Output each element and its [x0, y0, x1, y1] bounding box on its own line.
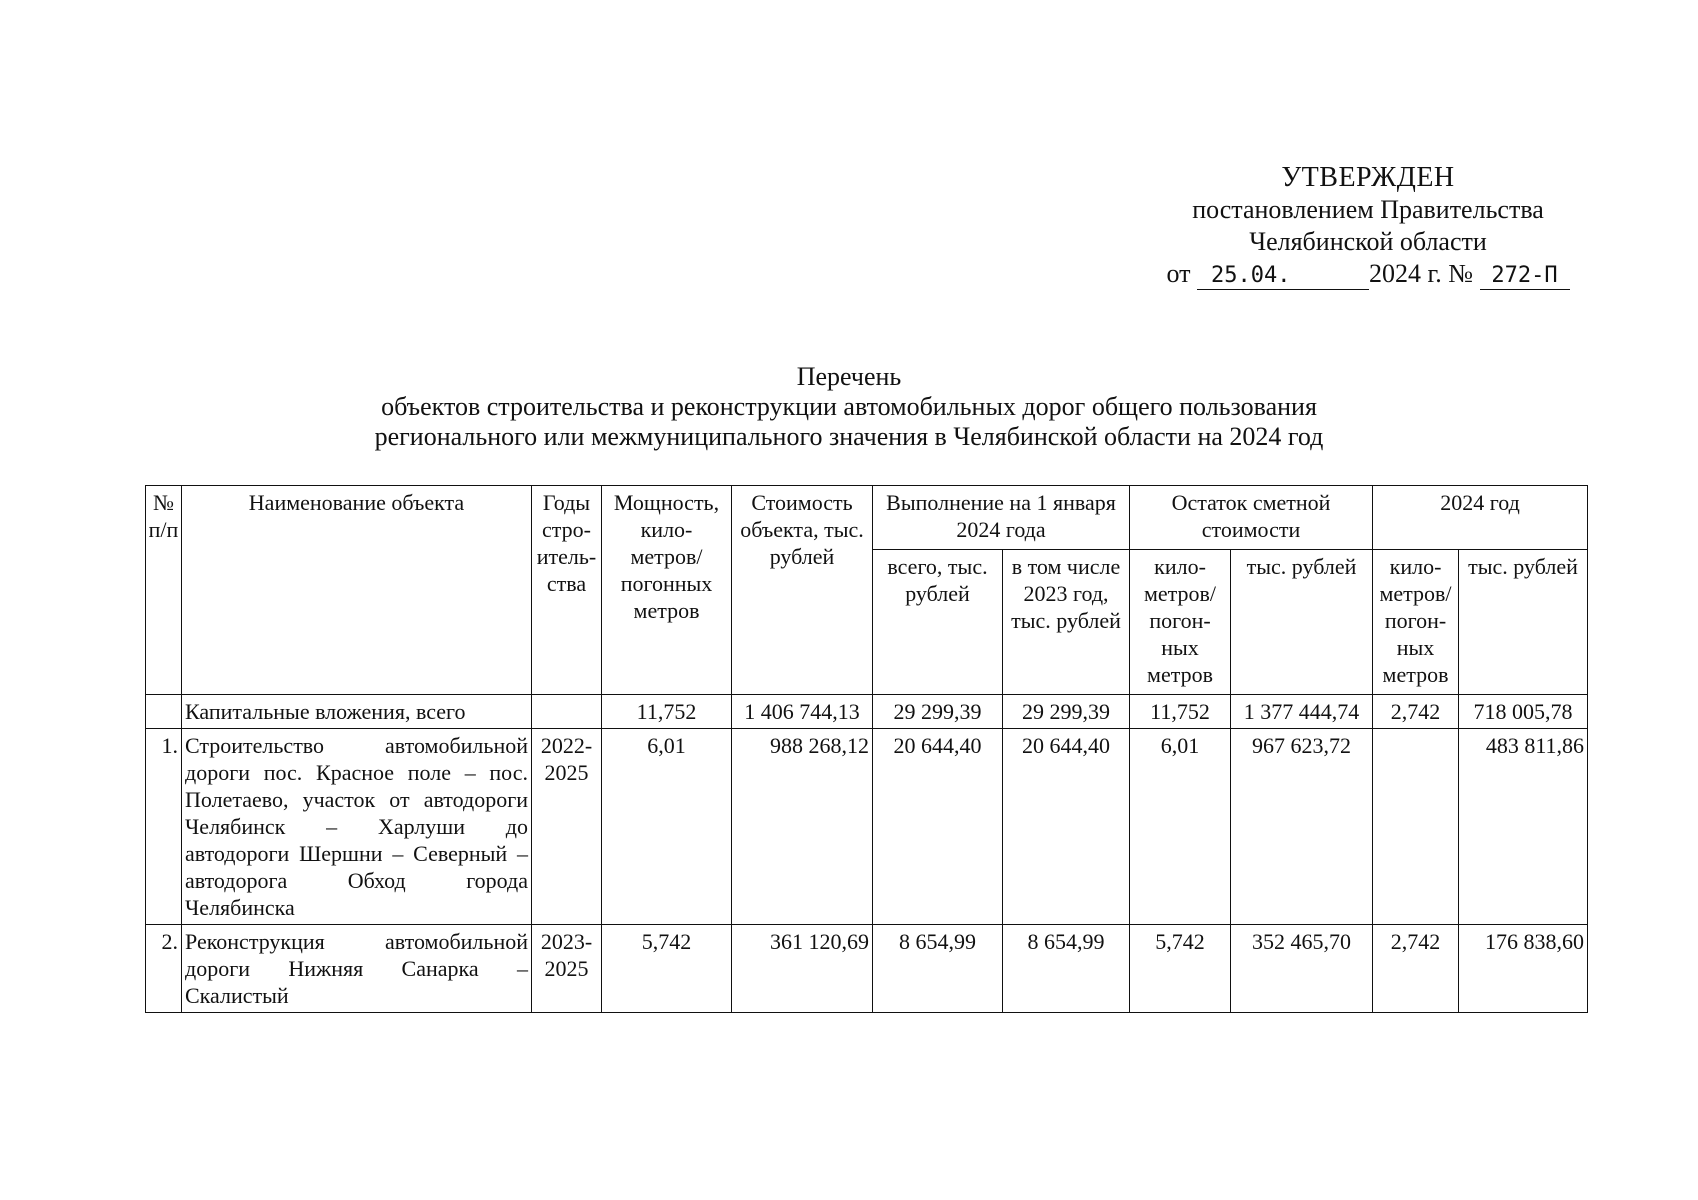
- approval-number: 272-П: [1480, 263, 1570, 290]
- row-done-total: 20 644,40: [873, 729, 1003, 925]
- approval-from: от: [1166, 259, 1191, 288]
- approval-line-2: Челябинской области: [1249, 227, 1487, 256]
- title-line-2: объектов строительства и реконструкции автомобильных дорог общего пользования: [381, 392, 1317, 421]
- row-rest-rub: 967 623,72: [1231, 729, 1373, 925]
- total-years: [532, 695, 602, 729]
- row-done-total: 8 654,99: [873, 925, 1003, 1013]
- row-no: 2.: [146, 925, 182, 1013]
- col-header-done-2023: в том числе 2023 год, тыс. рублей: [1003, 550, 1130, 695]
- approval-word: УТВЕРЖДЕН: [1281, 162, 1455, 193]
- total-cost: 1 406 744,13: [732, 695, 873, 729]
- col-header-2024-rub: тыс. рублей: [1459, 550, 1588, 695]
- row-rest-rub: 352 465,70: [1231, 925, 1373, 1013]
- row-name: Реконструкция автомобильной дороги Нижняя Санарка – Скалистый: [182, 925, 532, 1013]
- total-name: Капитальные вложения, всего: [182, 695, 532, 729]
- row-capacity: 5,742: [602, 925, 732, 1013]
- total-done-2023: 29 299,39: [1003, 695, 1130, 729]
- row-cost: 988 268,12: [732, 729, 873, 925]
- table-row: [146, 925, 1588, 1013]
- total-done-total: 29 299,39: [873, 695, 1003, 729]
- document-title: [0, 362, 1698, 452]
- total-rest-km: 11,752: [1130, 695, 1231, 729]
- row-cost: 361 120,69: [732, 925, 873, 1013]
- title-line-1: Перечень: [796, 362, 902, 391]
- row-2024-km: 2,742: [1373, 925, 1459, 1013]
- total-capacity: 11,752: [602, 695, 732, 729]
- approval-block: [1140, 162, 1596, 290]
- table-row: [146, 729, 1588, 925]
- col-header-2024-km: кило-метров/ погон-ных метров: [1373, 550, 1459, 695]
- approval-line-1: постановлением Правительства: [1192, 195, 1544, 224]
- row-rest-km: 6,01: [1130, 729, 1231, 925]
- row-2024-rub: 176 838,60: [1459, 925, 1588, 1013]
- row-2024-km: [1373, 729, 1459, 925]
- row-years: 2022-2025: [532, 729, 602, 925]
- title-line-3: регионального или межмуниципального значения в Челябинской области на 2024 год: [374, 422, 1324, 451]
- approval-year: 2024 г. №: [1368, 259, 1474, 288]
- col-header-cost: Стоимость объекта, тыс. рублей: [732, 486, 873, 695]
- col-header-done: Выполнение на 1 января 2024 года: [873, 486, 1130, 550]
- row-capacity: 6,01: [602, 729, 732, 925]
- col-header-years: Годы стро-итель-ства: [532, 486, 602, 695]
- total-row: [146, 695, 1588, 729]
- total-no: [146, 695, 182, 729]
- approval-date: 25.04.: [1197, 263, 1369, 290]
- header-row-1: [146, 486, 1588, 550]
- row-done-2023: 20 644,40: [1003, 729, 1130, 925]
- total-2024-rub: 718 005,78: [1459, 695, 1588, 729]
- objects-table: [145, 485, 1588, 1013]
- col-header-rest: Остаток сметной стоимости: [1130, 486, 1373, 550]
- row-2024-rub: 483 811,86: [1459, 729, 1588, 925]
- row-years: 2023-2025: [532, 925, 602, 1013]
- total-rest-rub: 1 377 444,74: [1231, 695, 1373, 729]
- col-header-no: № п/п: [146, 486, 182, 695]
- approval-date-line: [1140, 258, 1596, 290]
- col-header-rest-rub: тыс. рублей: [1231, 550, 1373, 695]
- total-2024-km: 2,742: [1373, 695, 1459, 729]
- col-header-2024: 2024 год: [1373, 486, 1588, 550]
- row-no: 1.: [146, 729, 182, 925]
- col-header-capacity: Мощность, кило-метров/ погонных метров: [602, 486, 732, 695]
- row-rest-km: 5,742: [1130, 925, 1231, 1013]
- col-header-rest-km: кило-метров/ погон-ных метров: [1130, 550, 1231, 695]
- row-done-2023: 8 654,99: [1003, 925, 1130, 1013]
- col-header-name: Наименование объекта: [182, 486, 532, 695]
- col-header-done-total: всего, тыс. рублей: [873, 550, 1003, 695]
- row-name: Строительство автомобильной дороги пос. Красное поле – пос. Полетаево, участок от автодороги Челябинск – Харлуши до автодороги Шершни – Северный – автодорога Обход города Челябинска: [182, 729, 532, 925]
